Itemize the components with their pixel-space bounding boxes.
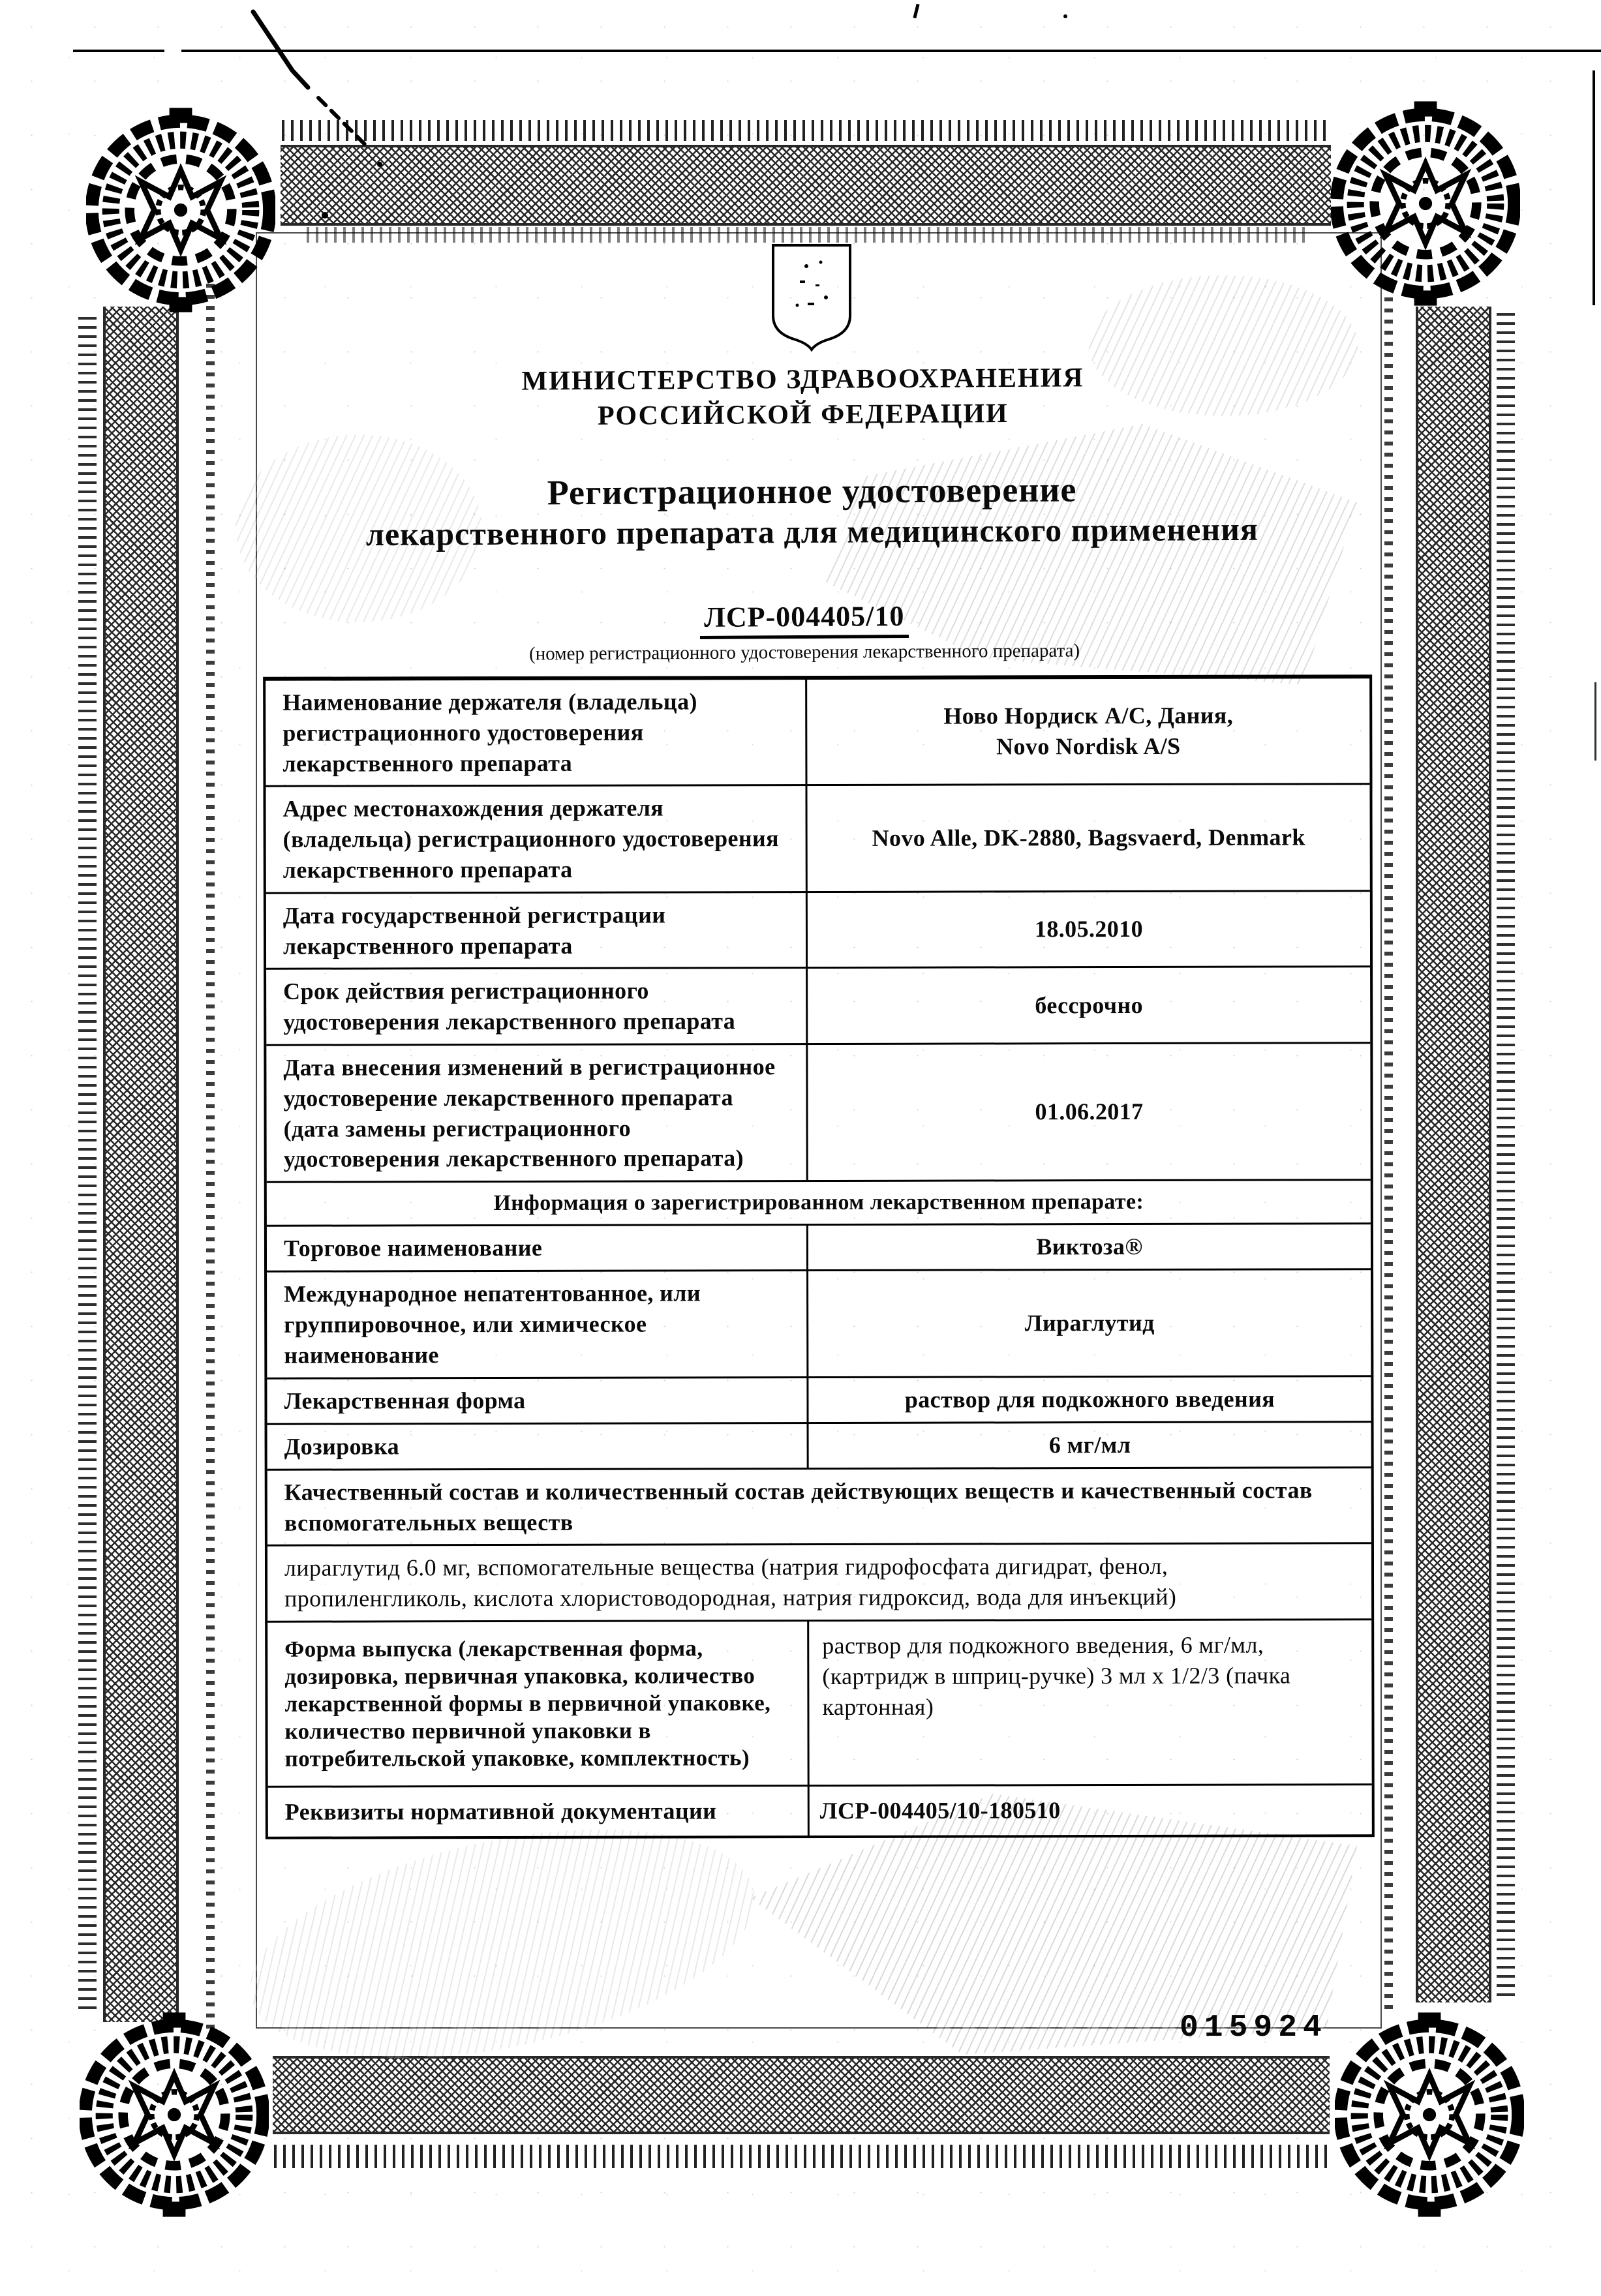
border-band-left bbox=[103, 307, 179, 2022]
table-row bbox=[267, 1620, 1372, 1788]
row-label: Дата внесения изменений в регистрационное удостоверение лекарственного препарата (дата замены регистрационного удостоверения лекарственного препарата) bbox=[266, 1045, 808, 1181]
corner-rosette-top-right bbox=[1331, 99, 1520, 308]
registration-number: ЛСР-004405/10 bbox=[4, 595, 1601, 643]
scan-speck bbox=[913, 4, 919, 19]
table-row bbox=[266, 1044, 1370, 1183]
table-row bbox=[267, 1181, 1371, 1227]
title-line1: Регистрационное удостоверение bbox=[547, 470, 1077, 513]
table-row bbox=[267, 1271, 1371, 1380]
row-label: Форма выпуска (лекарственная форма, дозировка, первичная упаковка, количество лекарственной формы в первичной упаковке, количество первичной упаковки в потребительской упаковке, комплектность) bbox=[267, 1622, 810, 1786]
row-label: Адрес местонахождения держателя (владельца) регистрационного удостоверения лекарственного препарата bbox=[266, 786, 807, 892]
row-label: Дозировка bbox=[267, 1424, 809, 1469]
row-value: Ново Нордиск А/С, Дания, Novo Nordisk A/S bbox=[943, 702, 1234, 760]
row-value: 6 мг/мл bbox=[1048, 1431, 1131, 1458]
border-fringe-top bbox=[282, 120, 1330, 141]
table-row bbox=[267, 1423, 1371, 1471]
document-title bbox=[133, 467, 1491, 555]
border-band-top bbox=[281, 145, 1331, 226]
scan-right-edge-line bbox=[1593, 70, 1595, 305]
row-value: раствор для подкожного введения bbox=[904, 1385, 1275, 1413]
corner-rosette-top-left bbox=[86, 106, 275, 314]
row-label: Торговое наименование bbox=[267, 1226, 808, 1271]
border-fringe-left bbox=[78, 313, 97, 2009]
table-row bbox=[267, 1468, 1371, 1547]
table-row bbox=[267, 1377, 1371, 1425]
certificate-table bbox=[263, 674, 1375, 1839]
registration-number-caption: (номер регистрационного удостоверения лекарственного препарата) bbox=[528, 640, 1080, 665]
ministry-line2: РОССИЙСКОЙ ФЕДЕРАЦИИ bbox=[597, 398, 1009, 431]
corner-rosette-bottom-left bbox=[80, 2010, 269, 2219]
corner-rosette-bottom-right bbox=[1335, 2010, 1524, 2219]
table-row bbox=[266, 678, 1369, 787]
row-value: Виктоза® bbox=[1036, 1233, 1143, 1260]
row-label: Лекарственная форма bbox=[267, 1378, 808, 1423]
row-value: Лираглутид bbox=[1024, 1310, 1155, 1337]
row-value: Novo Alle, DK-2880, Bagsvaerd, Denmark bbox=[872, 824, 1305, 852]
row-label: Срок действия регистрационного удостоверения лекарственного препарата bbox=[266, 969, 808, 1044]
row-value: раствор для подкожного введения, 6 мг/мл, (картридж в шприц-ручке) 3 мл х 1/2/3 (пачка картонная) bbox=[822, 1631, 1291, 1720]
border-band-right bbox=[1416, 307, 1491, 2002]
document-header bbox=[0, 0, 1601, 665]
scan-right-edge-line-2 bbox=[1594, 682, 1596, 761]
row-label: Дата государственной регистрации лекарственного препарата bbox=[266, 893, 808, 968]
row-label: Наименование держателя (владельца) регистрационного удостоверения лекарственного препарата bbox=[266, 680, 807, 785]
row-value: бессрочно bbox=[1035, 991, 1144, 1019]
ministry-line1: МИНИСТЕРСТВО ЗДРАВООХРАНЕНИЯ bbox=[521, 363, 1084, 397]
table-row bbox=[268, 1785, 1372, 1837]
ministry-name bbox=[346, 360, 1260, 436]
row-text: Качественный состав и количественный состав действующих веществ и качественный состав вспомогательных веществ bbox=[284, 1477, 1313, 1536]
border-band-bottom bbox=[273, 2056, 1330, 2134]
row-label: Реквизиты нормативной документации bbox=[268, 1787, 810, 1837]
scan-speck bbox=[1063, 14, 1067, 18]
row-label: Международное непатентованное, или группировочное, или химическое наименование bbox=[267, 1271, 808, 1377]
row-value: 18.05.2010 bbox=[1034, 916, 1143, 943]
serial-number: 015924 bbox=[1180, 2010, 1328, 2046]
table-row bbox=[266, 968, 1370, 1046]
row-value: 01.06.2017 bbox=[1035, 1098, 1144, 1125]
row-text: лираглутид 6.0 мг, вспомогательные вещества (натрия гидрофосфата дигидрат, фенол, пропиленгликоль, кислота хлористоводородная, натрия гидроксид, вода для инъекций) bbox=[284, 1553, 1177, 1612]
title-line2: лекарственного препарата для медицинского применения bbox=[365, 510, 1259, 552]
row-text: Информация о зарегистрированном лекарственном препарате: bbox=[493, 1190, 1144, 1216]
table-row bbox=[266, 785, 1369, 894]
table-row bbox=[266, 892, 1370, 970]
border-fringe-right bbox=[1497, 313, 1515, 1996]
border-fringe-bottom bbox=[274, 2145, 1328, 2168]
table-row bbox=[267, 1225, 1371, 1273]
table-row bbox=[267, 1545, 1371, 1623]
row-value: ЛСР-004405/10-180510 bbox=[819, 1797, 1061, 1824]
coat-of-arms-shield-icon bbox=[769, 243, 855, 352]
